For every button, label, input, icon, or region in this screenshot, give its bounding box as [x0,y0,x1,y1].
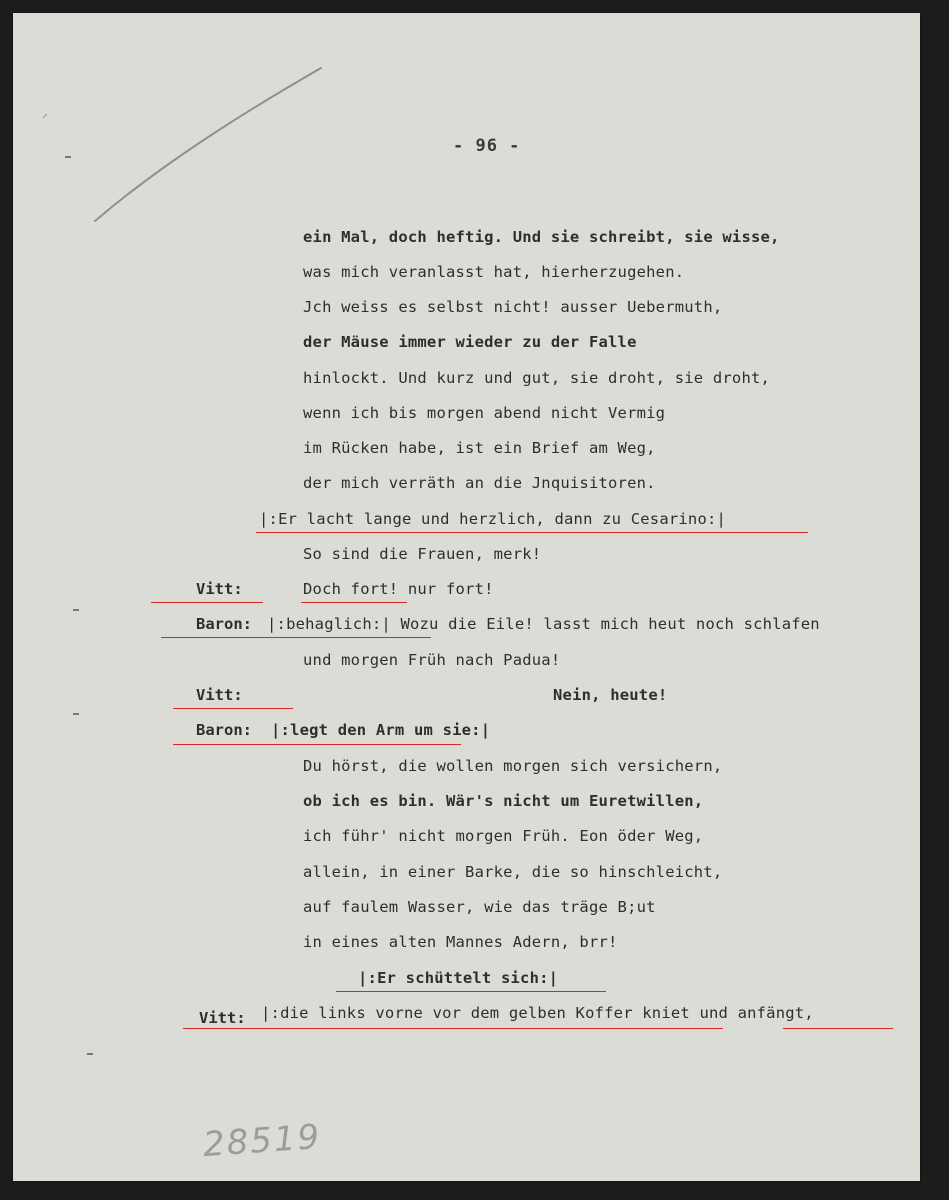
red-underline [183,1028,723,1029]
stage-direction: |:Er schüttelt sich:| [358,969,559,987]
speaker-label: Baron: [196,615,252,633]
speaker-label: Baron: [196,721,252,739]
text-line: |:die links vorne vor dem gelben Koffer kniet und anfängt, [261,1004,814,1022]
text-line: Nein, heute! [553,686,668,704]
text-line: im Rücken habe, ist ein Brief am Weg, [303,439,656,457]
text-line: in eines alten Mannes Adern, brr! [303,933,618,951]
document-page [13,13,920,1181]
stage-direction: |:Er lacht lange und herzlich, dann zu Cesarino:| [259,510,727,528]
text-line: der Mäuse immer wieder zu der Falle [303,333,637,351]
page-number: - 96 - [453,136,521,156]
red-underline [173,744,461,745]
text-line: |:behaglich:| Wozu die Eile! lasst mich heut noch schlafen [267,615,820,633]
red-underline [151,602,263,603]
text-line: hinlockt. Und kurz und gut, sie droht, sie droht, [303,369,771,387]
text-line: allein, in einer Barke, die so hinschleicht, [303,863,723,881]
margin-mark [73,609,79,611]
red-underline [256,532,808,533]
text-line: Du hörst, die wollen morgen sich versichern, [303,757,723,775]
text-line: ein Mal, doch heftig. Und sie schreibt, sie wisse, [303,228,780,246]
red-underline [336,991,606,992]
archive-number: 28519 [201,1116,323,1166]
margin-mark [73,713,79,715]
text-line: ob ich es bin. Wär's nicht um Euretwillen, [303,792,704,810]
red-underline [173,708,293,709]
text-line: Jch weiss es selbst nicht! ausser Uebermuth, [303,298,723,316]
text-line: ich führ' nicht morgen Früh. Eon öder Weg, [303,827,704,845]
margin-mark [87,1053,93,1055]
speaker-label: Vitt: [196,686,243,704]
red-underline [161,637,431,638]
text-line: wenn ich bis morgen abend nicht Vermig [303,404,666,422]
speaker-label: Vitt: [196,580,243,598]
text-line: was mich veranlasst hat, hierherzugehen. [303,263,685,281]
text-line: |:legt den Arm um sie:| [271,721,491,739]
text-line: und morgen Früh nach Padua! [303,651,561,669]
red-underline [783,1028,893,1029]
speaker-label: Vitt: [199,1009,246,1027]
margin-mark [65,156,71,158]
text-line: auf faulem Wasser, wie das träge B;ut [303,898,656,916]
text-line: So sind die Frauen, merk! [303,545,542,563]
text-line: der mich verräth an die Jnquisitoren. [303,474,656,492]
red-underline [301,602,407,603]
text-line: Doch fort! nur fort! [303,580,494,598]
